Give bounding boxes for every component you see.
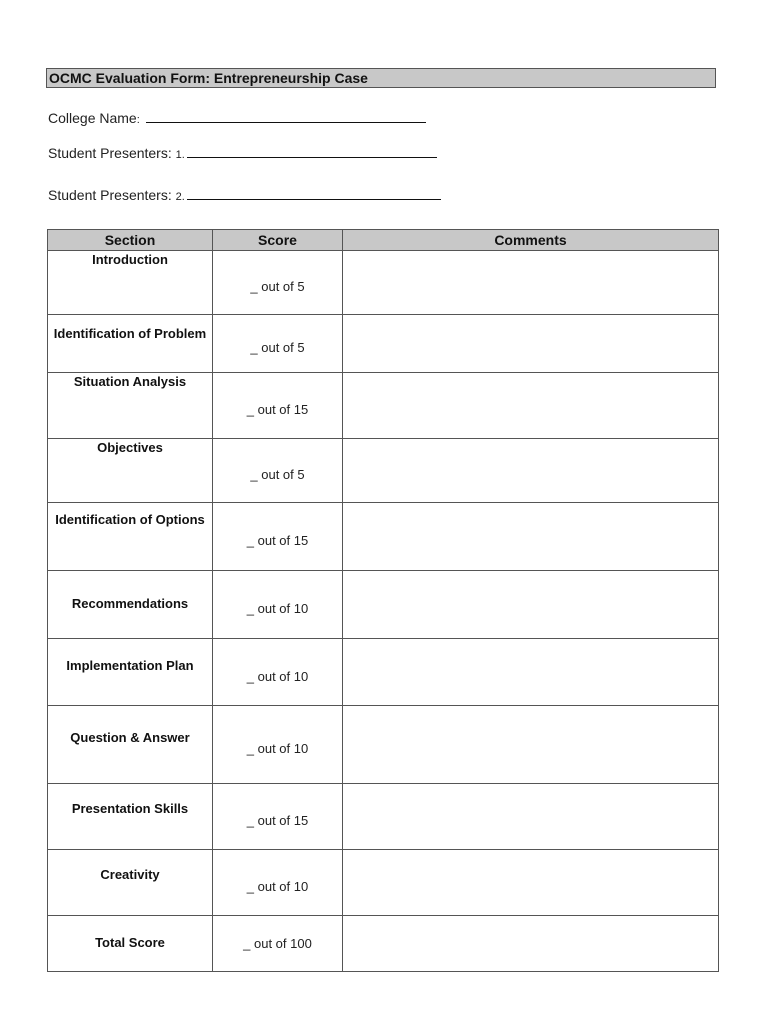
row-score-text: _ out of 10	[246, 879, 309, 894]
row-comments[interactable]	[343, 315, 719, 373]
row-score[interactable]	[213, 503, 343, 571]
table-row	[48, 916, 719, 972]
row-comments[interactable]	[343, 373, 719, 439]
row-section: Identification of Problem	[48, 315, 213, 373]
table-row	[48, 373, 719, 439]
presenter-2-label: Student Presenters:	[48, 187, 172, 203]
presenter-2-input[interactable]	[187, 187, 441, 200]
presenter-1-field	[48, 145, 437, 161]
table-row	[48, 251, 719, 315]
row-score-text: _ out of 15	[246, 402, 309, 417]
table-row	[48, 315, 719, 373]
row-section: Presentation Skills	[48, 784, 213, 850]
row-score[interactable]	[213, 706, 343, 784]
row-score[interactable]	[213, 850, 343, 916]
row-section: Total Score	[48, 916, 213, 972]
row-comments[interactable]	[343, 503, 719, 571]
presenter-1-input[interactable]	[187, 145, 437, 158]
row-comments[interactable]	[343, 784, 719, 850]
row-section: Creativity	[48, 850, 213, 916]
header-comments: Comments	[343, 230, 719, 251]
row-comments[interactable]	[343, 571, 719, 639]
row-comments[interactable]	[343, 706, 719, 784]
row-score-text: _ out of 15	[246, 813, 309, 828]
row-score-text: _ out of 10	[246, 668, 309, 684]
row-score-text: _ out of 5	[250, 279, 305, 294]
table-row	[48, 439, 719, 503]
row-section: Introduction	[48, 251, 213, 315]
table-row	[48, 639, 719, 706]
table-header-row	[48, 230, 719, 251]
row-score[interactable]	[213, 439, 343, 503]
header-score: Score	[213, 230, 343, 251]
row-score-text: _ out of 15	[246, 533, 309, 548]
row-score-text: _ out of 100	[243, 936, 312, 951]
college-name-input[interactable]	[146, 110, 426, 123]
row-score-text: _ out of 10	[246, 741, 309, 756]
row-score[interactable]	[213, 315, 343, 373]
presenter-2-number: 2.	[175, 191, 185, 203]
row-section: Identification of Options	[48, 503, 213, 571]
row-section: Implementation Plan	[48, 639, 213, 706]
presenter-1-label: Student Presenters:	[48, 145, 172, 161]
row-comments[interactable]	[343, 439, 719, 503]
row-score-text: _ out of 5	[250, 340, 305, 355]
table-row	[48, 850, 719, 916]
table-row	[48, 503, 719, 571]
row-score-text: _ out of 5	[250, 467, 305, 482]
row-comments[interactable]	[343, 639, 719, 706]
row-section: Question & Answer	[48, 706, 213, 784]
table-row	[48, 706, 719, 784]
table-row	[48, 571, 719, 639]
row-score[interactable]	[213, 251, 343, 315]
row-score[interactable]	[213, 916, 343, 972]
row-comments[interactable]	[343, 850, 719, 916]
row-score[interactable]	[213, 373, 343, 439]
evaluation-table	[47, 229, 719, 972]
form-title: OCMC Evaluation Form: Entrepreneurship Case	[46, 68, 716, 88]
row-score[interactable]	[213, 639, 343, 706]
row-comments[interactable]	[343, 916, 719, 972]
row-section: Situation Analysis	[48, 373, 213, 439]
presenter-2-field	[48, 187, 441, 203]
row-section: Recommendations	[48, 571, 213, 639]
college-name-colon: :	[136, 114, 140, 126]
row-section: Objectives	[48, 439, 213, 503]
college-name-field	[48, 110, 426, 126]
row-score[interactable]	[213, 784, 343, 850]
row-score[interactable]	[213, 571, 343, 639]
row-comments[interactable]	[343, 251, 719, 315]
presenter-1-number: 1.	[175, 149, 185, 161]
college-name-label: College Name	[48, 110, 137, 126]
row-score-text: _ out of 10	[246, 601, 309, 616]
header-section: Section	[48, 230, 213, 251]
table-row	[48, 784, 719, 850]
